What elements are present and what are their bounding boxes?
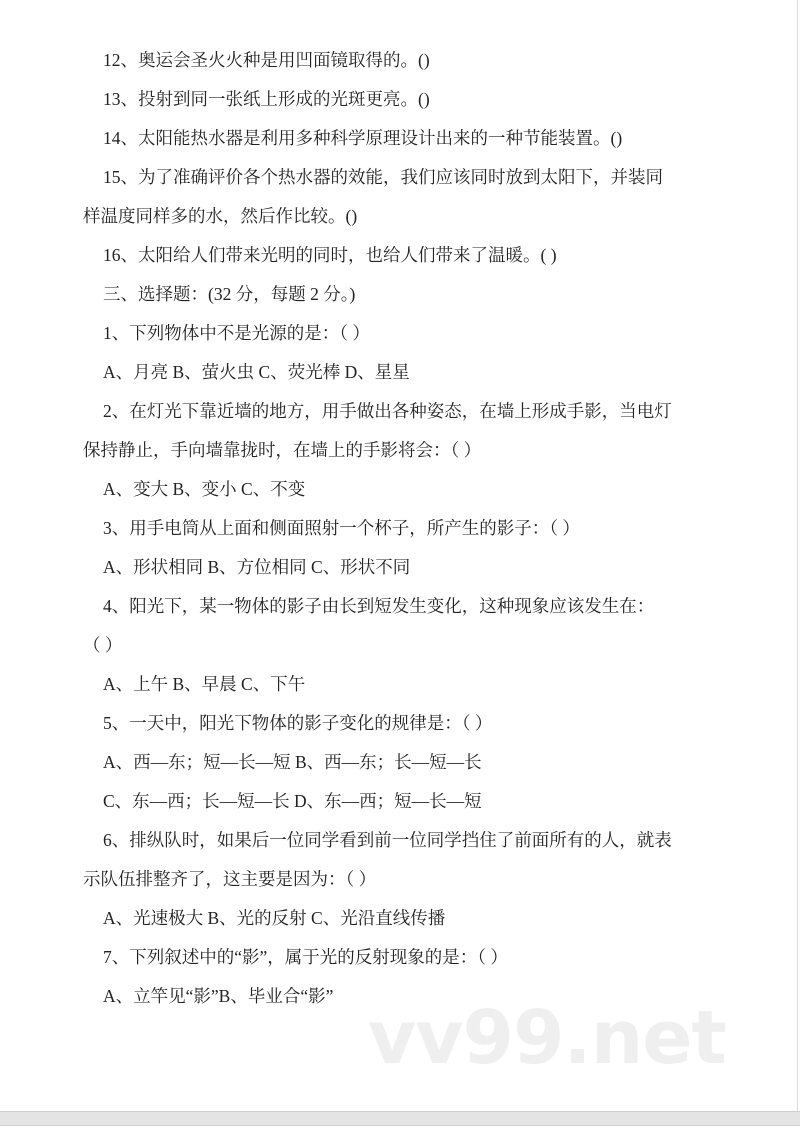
text-line: 4、阳光下，某一物体的影子由长到短发生变化，这种现象应该发生在：: [103, 596, 655, 616]
text-line: （ ）: [83, 635, 123, 655]
page-content: [0, 41, 797, 1016]
text-line: 12、奥运会圣火火种是用凹面镜取得的。(): [103, 50, 430, 70]
text-line: A、光速极大 B、光的反射 C、光沿直线传播: [103, 908, 446, 928]
text-line: 保持静止，手向墙靠拢时，在墙上的手影将会：（ ）: [83, 440, 482, 460]
next-page: [0, 1126, 797, 1137]
text-line: 16、太阳给人们带来光明的同时，也给人们带来了温暖。( ): [103, 245, 557, 265]
text-line: 6、排纵队时，如果后一位同学看到前一位同学挡住了前面所有的人，就表: [103, 830, 672, 850]
page-separator: [0, 1111, 800, 1126]
text-line: 三、选择题：(32 分，每题 2 分。): [103, 284, 356, 304]
text-line: A、上午 B、早晨 C、下午: [103, 674, 306, 694]
text-line: C、东—西；长—短—长 D、东—西；短—长—短: [103, 791, 482, 811]
text-line: 2、在灯光下靠近墙的地方，用手做出各种姿态，在墙上形成手影，当电灯: [103, 401, 672, 421]
text-line: A、变大 B、变小 C、不变: [103, 479, 306, 499]
watermark: vv99.net: [368, 995, 726, 1081]
text-line: A、形状相同 B、方位相同 C、形状不同: [103, 557, 411, 577]
text-line: 14、太阳能热水器是利用多种科学原理设计出来的一种节能装置。(): [103, 128, 623, 148]
text-line: 1、下列物体中不是光源的是：（ ）: [103, 323, 370, 343]
text-line: 5、一天中，阳光下物体的影子变化的规律是：（ ）: [103, 713, 493, 733]
text-line: 示队伍排整齐了，这主要是因为：（ ）: [83, 869, 377, 889]
text-line: 13、投射到同一张纸上形成的光斑更亮。(): [103, 89, 430, 109]
text-line: A、月亮 B、萤火虫 C、荧光棒 D、星星: [103, 362, 410, 382]
text-line: 样温度同样多的水，然后作比较。(): [83, 206, 358, 226]
text-line: 3、用手电筒从上面和侧面照射一个杯子，所产生的影子：（ ）: [103, 518, 580, 538]
text-line: 7、下列叙述中的“影”，属于光的反射现象的是：（ ）: [103, 947, 508, 967]
text-line: 15、为了准确评价各个热水器的效能，我们应该同时放到太阳下，并装同: [103, 167, 663, 187]
text-line: A、立竿见“影”B、毕业合“影”: [103, 986, 334, 1006]
text-line: A、西—东；短—长—短 B、西—东；长—短—长: [103, 752, 482, 772]
